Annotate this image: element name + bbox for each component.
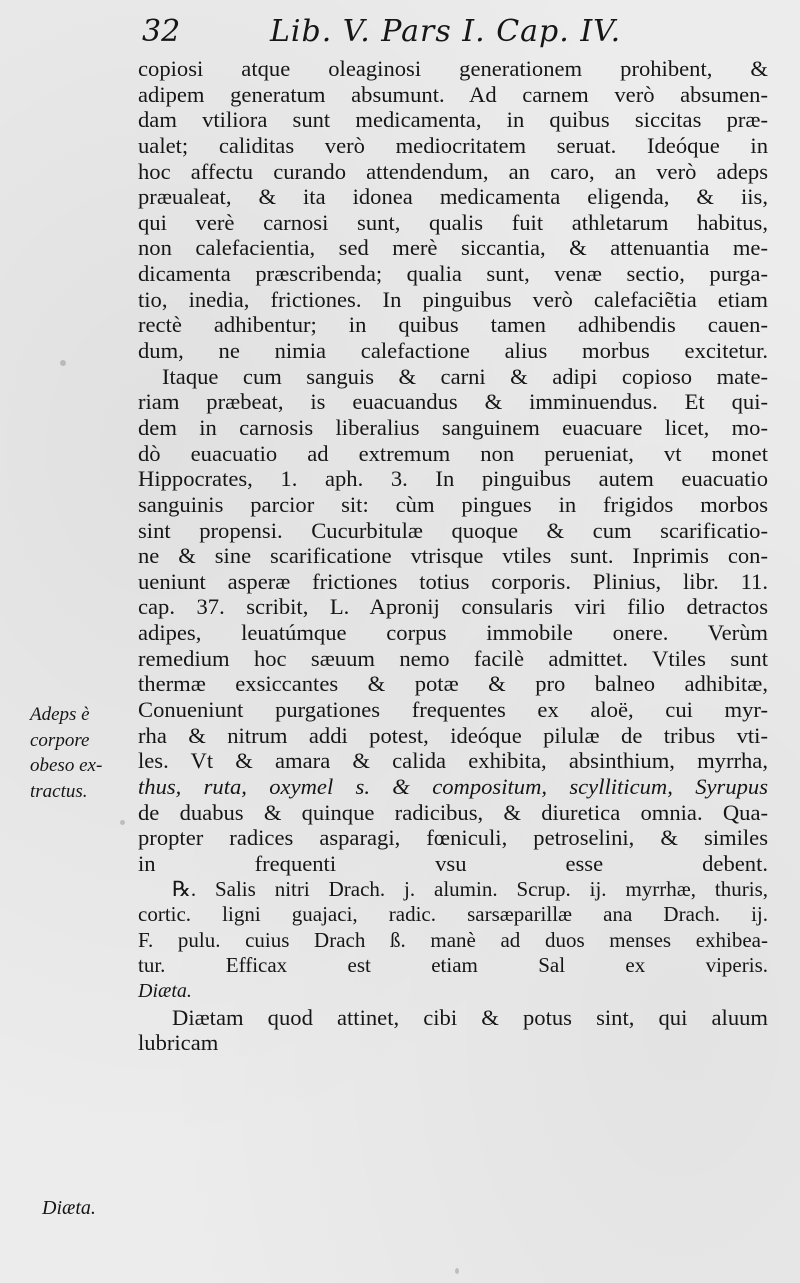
ink-spot [120,820,125,825]
text-line: hoc affectu curando attendendum, an caro, an verò adeps [138,158,768,184]
text-line: Conueniunt purgationes frequentes ex aloë, cui myr- [138,697,768,723]
body-text [138,56,768,1056]
text-line: rectè adhibentur; in quibus tamen adhibendis cauen- [138,312,768,338]
text-line: riam præbeat, is euacuandus & imminuendus. Et qui- [138,389,768,415]
text-line: adipem generatum absumunt. Ad carnem verò absumen- [138,81,768,107]
text-line: dicamenta præscribenda; qualia sunt, venæ sectio, purga- [138,261,768,287]
text-line: les. Vt & amara & calida exhibita, absinthium, myrrha, [138,748,768,774]
recipe-line: ℞. Salis nitri Drach. j. alumin. Scrup. ij. myrrhæ, thuris, [172,876,768,901]
text-line: qui verè carnosi sunt, qualis fuit athletarum habitus, [138,209,768,235]
text-line: dam vtiliora sunt medicamenta, in quibus siccitas præ- [138,107,768,133]
text-line: in frequenti vsu esse debent. [138,850,768,876]
text-line: thermæ exsiccantes & potæ & pro balneo adhibitæ, [138,671,768,697]
text-line: de duabus & quinque radicibus, & diuretica omnia. Qua- [138,799,768,825]
text-line: copiosi atque oleaginosi generationem prohibent, & [138,56,768,81]
text-line: sint propensi. Cucurbitulæ quoque & cum scarificatio- [138,517,768,543]
text-line: dem in carnosis liberalius sanguinem euacuare licet, mo- [138,414,768,440]
ink-spot [455,1268,459,1274]
text-line: Diætam quod attinet, cibi & potus sint, qui aluum [172,1004,768,1030]
text-line: dò euacuatio ad extremum non perueniat, vt monet [138,440,768,466]
margin-note-dieta: Diæta. [42,1197,96,1219]
page-number: 32 [142,14,181,49]
running-head [142,14,622,58]
text-line: remedium hoc sæuum nemo facilè admittet. Vtiles sunt [138,645,768,671]
text-line: Itaque cum sanguis & carni & adipi copioso mate- [162,363,768,389]
margin-note-line: tractus. [30,781,88,803]
text-line: rha & nitrum addi potest, ideóque pilulæ de tribus vti- [138,722,768,748]
text-line: ueniunt asperæ frictiones totius corporis. Plinius, libr. 11. [138,568,768,594]
text-line: cap. 37. scribit, L. Apronij consularis viri filio detractos [138,594,768,620]
ink-spot [60,360,66,366]
margin-note-line: corpore [30,729,90,751]
margin-note-adeps [30,702,140,805]
text-line: ualet; caliditas verò mediocritatem seruat. Ideóque in [138,132,768,158]
text-line: thus, ruta, oxymel s. & compositum, scylliticum, Syrupus [138,773,768,799]
recipe-line: F. pulu. cuius Drach ß. manè ad duos menses exhibea- [138,927,768,952]
text-line: propter radices asparagi, fœniculi, petroselini, & similes [138,825,768,851]
running-title: Lib. V. Pars I. Cap. IV. [270,14,622,49]
text-line: tio, inedia, frictiones. In pinguibus verò calefaciẽtia etiam [138,286,768,312]
text-line: dum, ne nimia calefactione alius morbus excitetur. [138,338,768,364]
text-line: præualeat, & ita idonea medicamenta eligenda, & iis, [138,184,768,210]
text-line: ne & sine scarificatione vtrisque vtiles sunt. Inprimis con- [138,543,768,569]
text-line: Hippocrates, 1. aph. 3. In pinguibus autem euacuatio [138,466,768,492]
section-heading-dieta: Diæta. [138,980,192,1003]
text-line: sanguinis parcior sit: cùm pingues in frigidos morbos [138,491,768,517]
margin-note-line: obeso ex- [30,755,103,777]
text-line: adipes, leuatúmque corpus immobile onere. Verùm [138,620,768,646]
text-line: lubricam [138,1030,219,1056]
margin-note-line: Adeps è [30,704,90,725]
recipe-line: tur. Efficax est etiam Sal ex viperis. [138,953,768,978]
text-line: non calefacientia, sed merè siccantia, & attenuantia me- [138,235,768,261]
recipe-line: cortic. ligni guajaci, radic. sarsæparillæ ana Drach. ij. [138,902,768,927]
